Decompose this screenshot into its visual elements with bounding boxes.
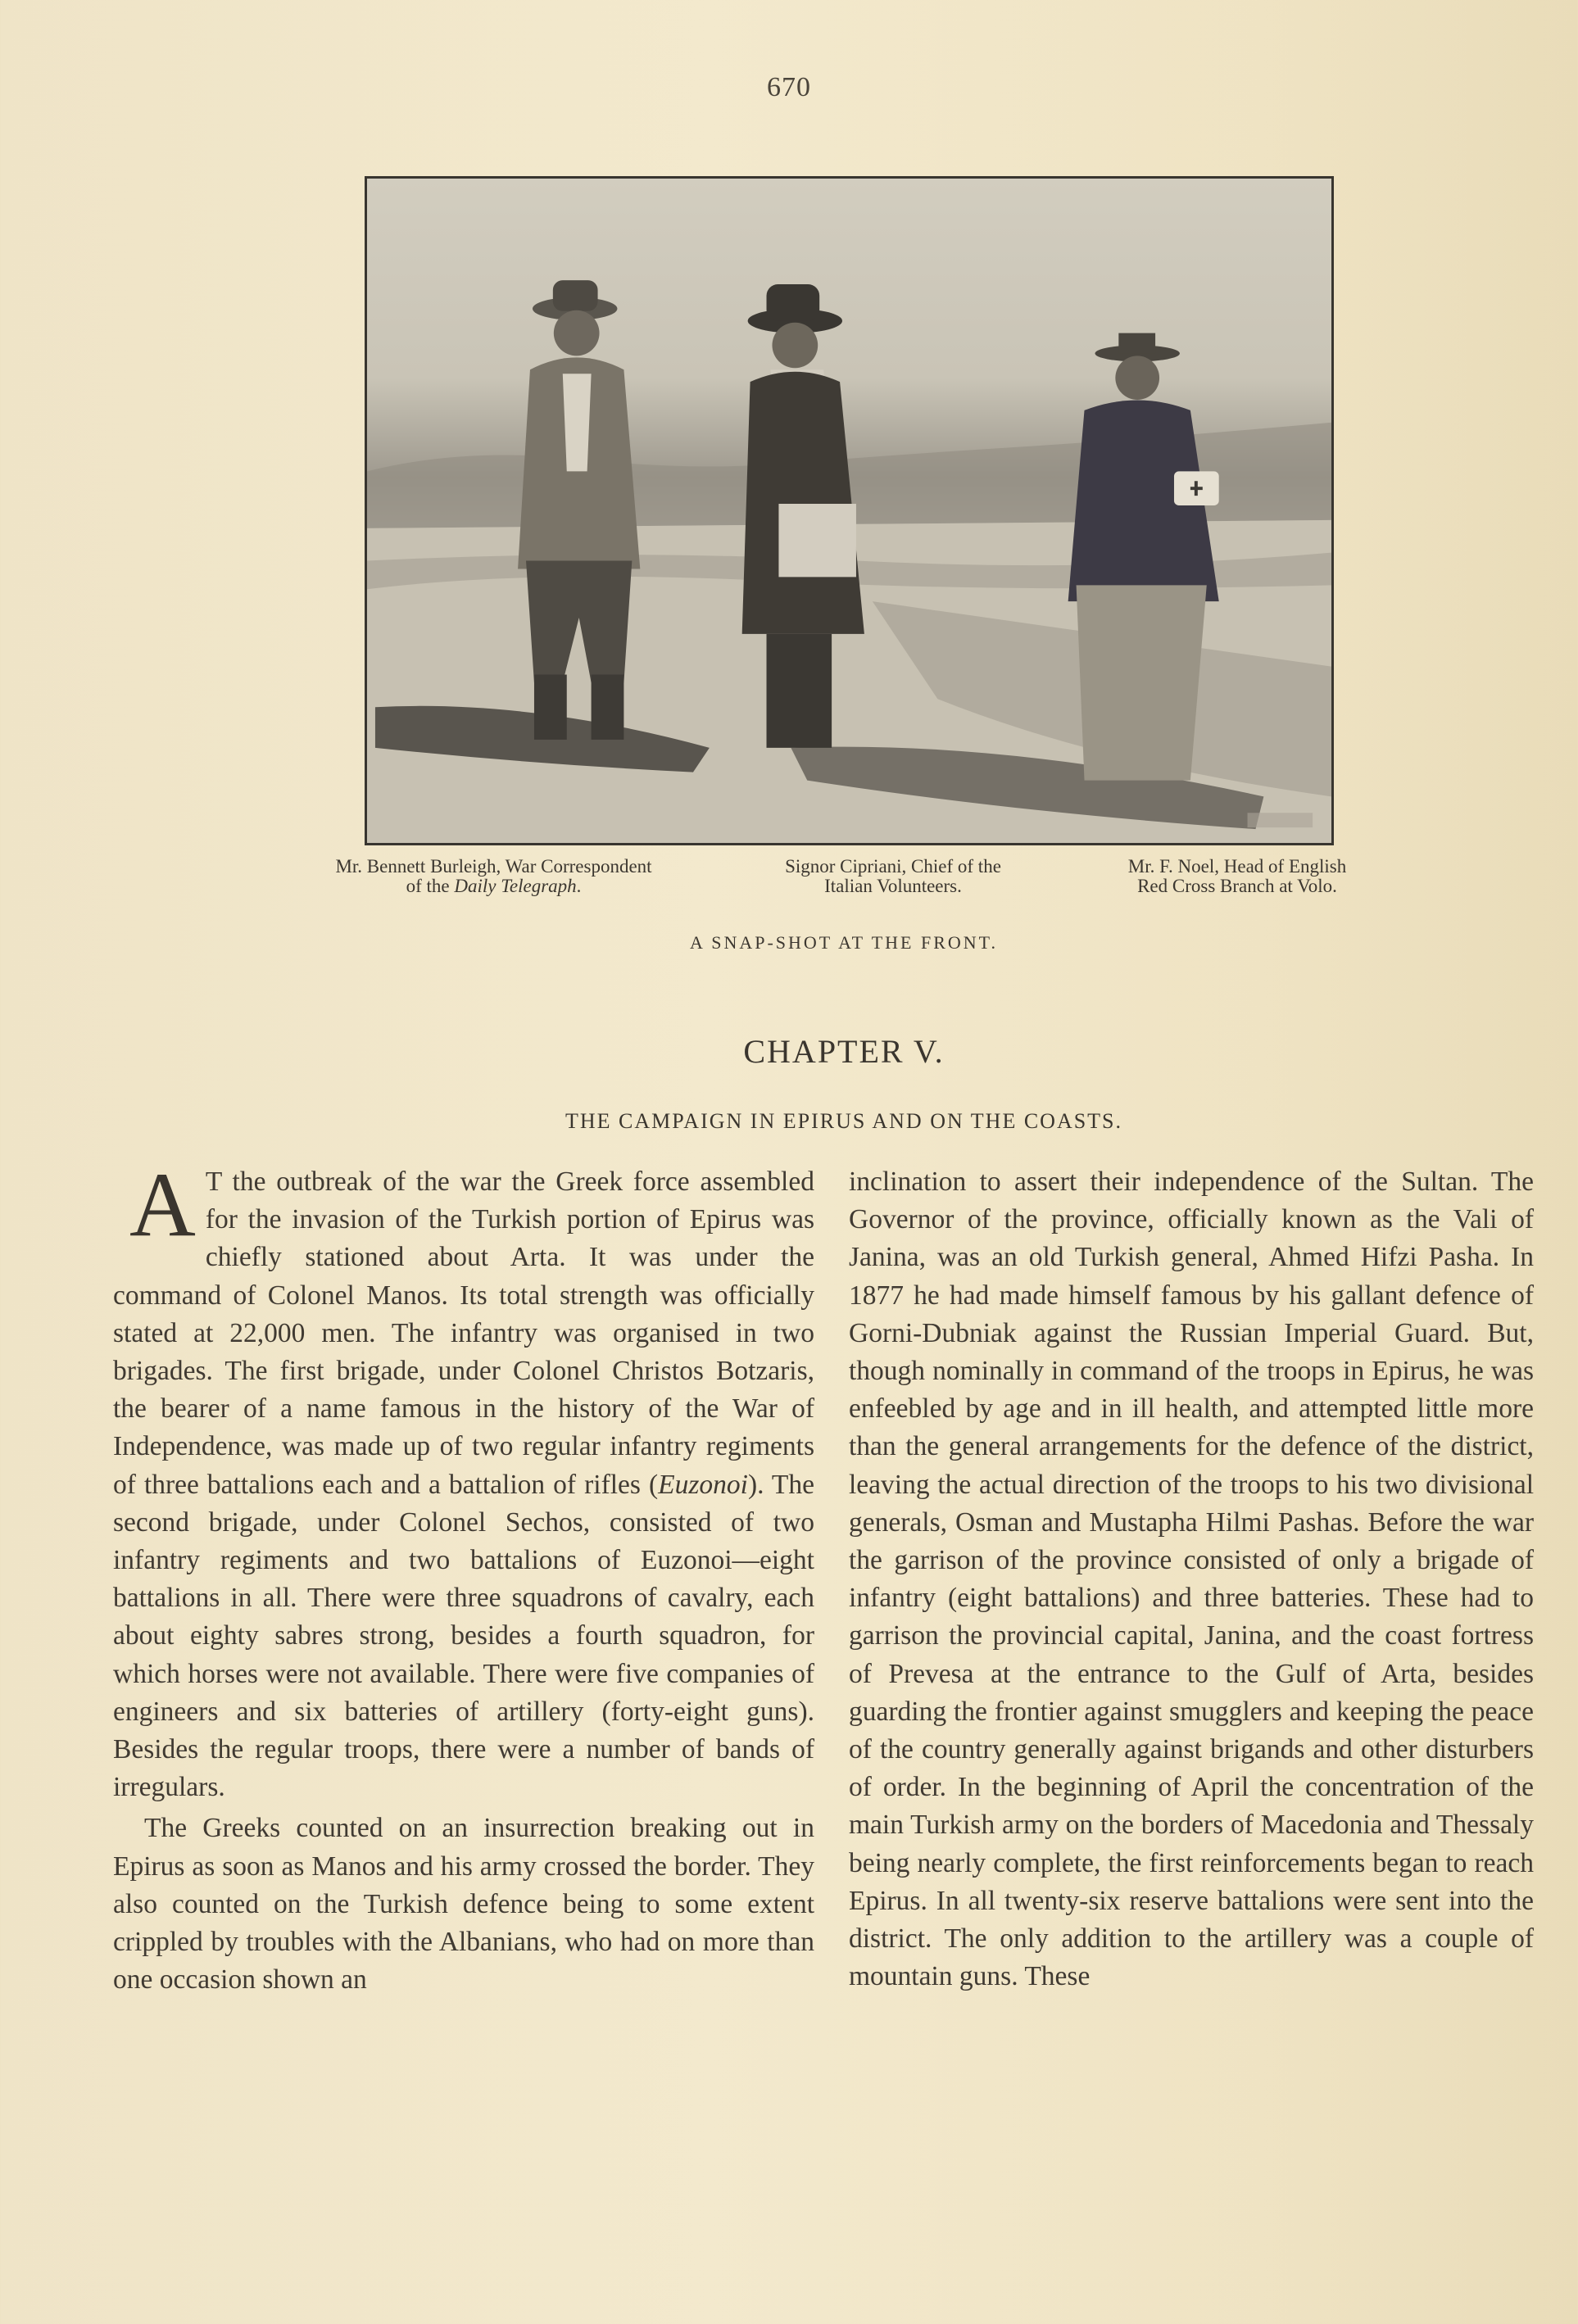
caption-burleigh-line1: Mr. Bennett Burleigh, War Correspondent xyxy=(335,856,652,877)
paragraph-3: inclination to assert their independence of the Sultan. The Governor of the province, officially known as the Vali of Janina, was an old Turkish general, Ahmed Hifzi Pasha. In 1877 he had made himself famous by his gallant defence of Gorni-Dubniak against the Russian Imperial Guard. But, though nominally in command of the troops in Epirus, he was enfeebled by age and in ill health, and attempted little more than the general arrangements for the defence of the district, leaving the actual direction of the troops to his two divisional generals, Osman and Mustapha Hilmi Pashas. Before the war the garrison of the province consisted of only a brigade of infantry (eight battalions) and three batteries. These had to garrison the provincial capital, Janina, and the coast fortress of Prevesa at the entrance to the Gulf of Arta, besides guarding the frontier against smugglers and keeping the peace of the country generally against brigands and other disturbers of order. In the beginning of April the concentration of the main Turkish army on the borders of Macedonia and Thessaly being nearly complete, the first reinforcements began to reach Epirus. In all twenty-six reserve battalions were sent into the district. The only addition to the artillery was a couple of mountain guns. These xyxy=(849,1167,1534,1992)
page-number: 670 xyxy=(767,72,811,102)
caption-burleigh-newspaper: Daily Telegraph xyxy=(454,876,577,896)
text-column-right xyxy=(849,1163,1534,1996)
paragraph-1-part-a: T the outbreak of the war the Greek force assembled for the invasion of the Turkish portion of Epirus was chiefly stationed about Arta. It was under the command of Colonel Manos. Its total strength was officially stated at 22,000 men. The infantry was organised in two brigades. The first brigade, under Colonel Christos Botzaris, the bearer of a name famous in the history of the War of Independence, was made up of two regular infantry regiments of three battalions each and a battalion of rifles ( xyxy=(113,1167,814,1500)
caption-burleigh-line2-prefix: of the xyxy=(406,876,455,896)
paragraph-1-italic: Euzonoi xyxy=(658,1469,748,1500)
chapter-subtitle: THE CAMPAIGN IN EPIRUS AND ON THE COASTS. xyxy=(565,1109,1123,1133)
photograph xyxy=(365,176,1334,845)
caption-cipriani-line2: Italian Volunteers. xyxy=(824,876,962,896)
three-men-photo-image xyxy=(367,179,1331,843)
caption-cipriani xyxy=(729,857,1057,896)
paragraph-1 xyxy=(113,1154,814,1806)
caption-noel-line2: Red Cross Branch at Volo. xyxy=(1137,876,1337,896)
text-column-left xyxy=(113,1154,814,1999)
caption-noel-line1: Mr. F. Noel, Head of English xyxy=(1127,856,1347,877)
caption-burleigh-line2-suffix: . xyxy=(576,876,582,896)
figure-title: A SNAP-SHOT AT THE FRONT. xyxy=(690,932,998,953)
chapter-heading: CHAPTER V. xyxy=(743,1033,945,1070)
caption-noel xyxy=(1073,857,1401,896)
paragraph-2: The Greeks counted on an insurrection breaking out in Epirus as soon as Manos and his army crossed the border. They also counted on the Turkish defence being to some extent crippled by troubles with the Albanians, who had on more than one occasion shown an xyxy=(113,1813,814,1996)
caption-burleigh xyxy=(283,857,705,896)
drop-cap: A xyxy=(129,1154,196,1256)
paragraph-1-part-b: ). The second brigade, under Colonel Sechos, consisted of two infantry regiments and two battalions of Euzonoi—eight battalions in all. There were three squadrons of cavalry, each about eighty sabres strong, besides a fourth squadron, for which horses were not available. There were five companies of engineers and six batteries of artillery (forty-eight guns). Besides the regular troops, there were a number of bands of irregulars. xyxy=(113,1469,814,1803)
caption-cipriani-line1: Signor Cipriani, Chief of the xyxy=(785,856,1001,877)
